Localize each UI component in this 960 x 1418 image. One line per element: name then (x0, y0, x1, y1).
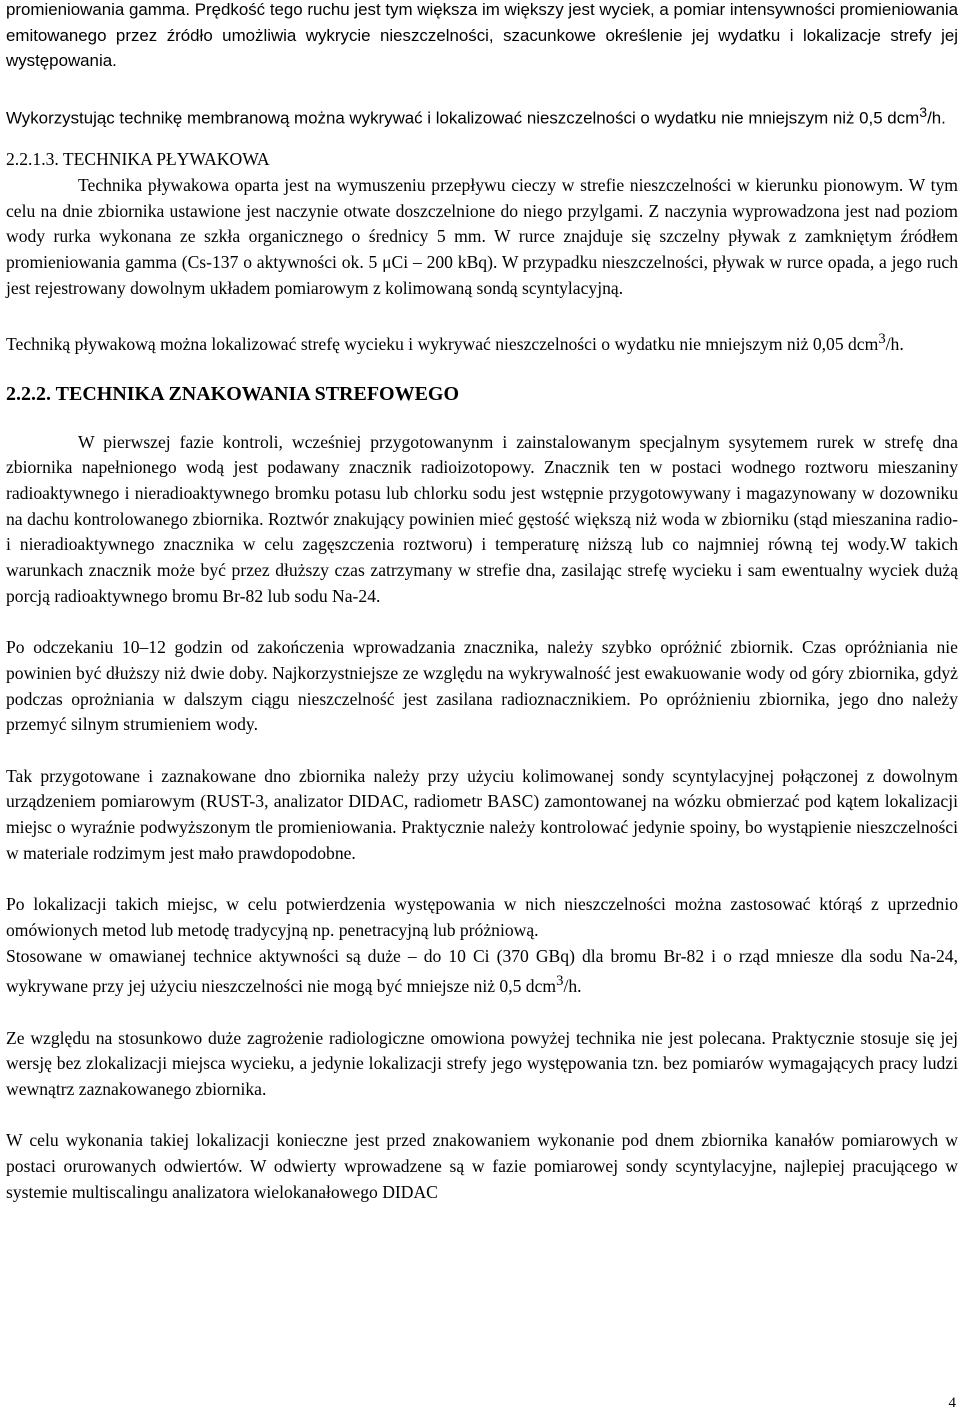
zone-marking-paragraph-2: Po odczekaniu 10–12 godzin od zakończenia wprowadzania znacznika, należy szybko opróżnić zbiornik. Czas opróżniania nie powinien być dłuższy niż dwie doby. Najkorzystniejsze ze względu na wykrywalność jest ewakuowanie wody od góry zbiornika, gdyż podczas oprożniania w dalszym ciągu nieszczelność jest zasilana radioznacznikiem. Po opróżnieniu zbiornika, jego dno należy przemyć silnym strumieniem wody. (6, 637, 958, 735)
superscript: 3 (556, 973, 564, 990)
section-heading-float: 2.2.1.3. TECHNIKA PŁYWAKOWA (6, 149, 270, 170)
zone-marking-paragraph-5 (6, 944, 958, 1000)
unit-suffix: /h. (563, 976, 582, 997)
membrane-text: Wykorzystując technikę membranową można wykrywać i lokalizować nieszczelności o wydatku nie mniejszym niż 0,5 dcm (6, 108, 920, 128)
zone-marking-paragraph-6: Ze względu na stosunkowo duże zagrożenie radiologiczne omowiona powyżej technika nie jest polecana. Praktycznie stosuje się jej wersję bez zlokalizacji miejsca wycieku, a jedynie lokalizacji strefy jego występowania tzn. bez pomiarów wymagających pracy ludzi wewnątrz zaznakowanego zbiornika. (6, 1027, 958, 1099)
zone-marking-paragraph-7: W celu wykonania takiej lokalizacji konieczne jest przed znakowaniem wykonanie pod dnem zbiornika kanałów pomiarowych w postaci orurowanych odwiertów. W odwierty wprowadzene są w fazie pomiarowej sondy scyntylacyjne, najlepiej pracującego w systemie multiscalingu analizatora wielokanałowego DIDAC (6, 1130, 958, 1202)
superscript: 3 (878, 331, 886, 348)
page-number: 4 (948, 1395, 956, 1411)
float-summary-text: Techniką pływakową można lokalizować strefę wycieku i wykrywać nieszczelności o wydatku nie mniejszym niż 0,05 dcm (6, 333, 879, 354)
unit-suffix: /h. (927, 108, 946, 128)
zone-marking-paragraph-1: W pierwszej fazie kontroli, wcześniej przygotowanynm i zainstalowanym specjalnym sysytemem rurek w strefę dna zbiornika napełnionego wodą jest podawany znacznik radioizotopowy. Znacznik ten w postaci wodnego roztworu mieszaniny radioaktywnego i nieradioaktywnego bromku potasu lub chlorku sodu jest wstępnie przygotowywany i magazynowany w dozowniku na dachu kontrolowanego zbiornika. Roztwór znakujący powinien mieć gęstość większą niż woda w zbiorniku (stąd mieszanina radio- i nieradioaktywnego znacznika w celu zagęszczenia roztworu) i temperaturę niższą lub co najmniej równą tej wody.W takich warunkach znacznik może być przez dłuższy czas zatrzymany w strefie dna, zasilając strefę wycieku i sam ewentualny wyciek dużą porcją radioaktywnego bromu Br-82 lub sodu Na-24. (6, 431, 958, 606)
document-page (6, 0, 958, 1205)
unit-suffix: /h. (885, 333, 904, 354)
float-summary-paragraph (6, 327, 958, 358)
superscript: 3 (919, 103, 928, 120)
section-heading-zone-marking: 2.2.2. TECHNIKA ZNAKOWANIA STREFOWEGO (6, 382, 460, 405)
float-technique-paragraph: Technika pływakowa oparta jest na wymuszeniu przepływu cieczy w strefie nieszczelności w kierunku pionowym. W tym celu na dnie zbiornika ustawione jest naczynie otwate doszczelnione do niego przylgami. Z naczynia wyprowadzona jest nad poziom wody rurka wykonana ze szkła organicznego o średnicy 5 mm. W rurce znajduje się szczelny pływak z zamkniętym źródłem promieniowania gamma (Cs-137 o aktywności ok. 5 μCi – 200 kBq). W przypadku nieszczelności, pływak w rurce opada, a jego ruch jest rejestrowany dowolnym układem pomiarowym z kolimowaną sondą scyntylacyjną. (6, 174, 958, 298)
intro-paragraph: promieniowania gamma. Prędkość tego ruchu jest tym większa im większy jest wyciek, a pomiar intensywności promieniowania emitowanego przez źródło umożliwia wykrycie nieszczelności, szacunkowe określenie jej wydatku i lokalizacje strefy jej występowania. (6, 0, 958, 71)
activity-text: Stosowane w omawianej technice aktywności są duże – do 10 Ci (370 GBq) dla bromu Br-82 i o rząd mniesze dla sodu Na-24, wykrywane przy jej użyciu nieszczelności nie mogą być mniejsze niż 0,5 dcm (6, 945, 958, 997)
zone-marking-paragraph-3: Tak przygotowane i zaznakowane dno zbiornika należy przy użyciu kolimowanej sondy scyntylacyjnej połączonej z dowolnym urządzeniem pomiarowym (RUST-3, analizator DIDAC, radiometr BASC) zamontowanej na wózku obmierzać pod kątem lokalizacji miejsc o wyraźnie podwyższonym tle promieniowania. Praktycznie należy kontrolować jedynie spoiny, bo wystąpienie nieszczelności w materiale rodzimym jest mało prawdopodobne. (6, 765, 958, 863)
zone-marking-paragraph-4: Po lokalizacji takich miejsc, w celu potwierdzenia występowania w nich nieszczelności można zastosować którąś z uprzednio omówionych metod lub metodę tradycyjną np. penetracyjną lub próżniową. (6, 894, 958, 940)
membrane-technique-paragraph (6, 100, 958, 131)
